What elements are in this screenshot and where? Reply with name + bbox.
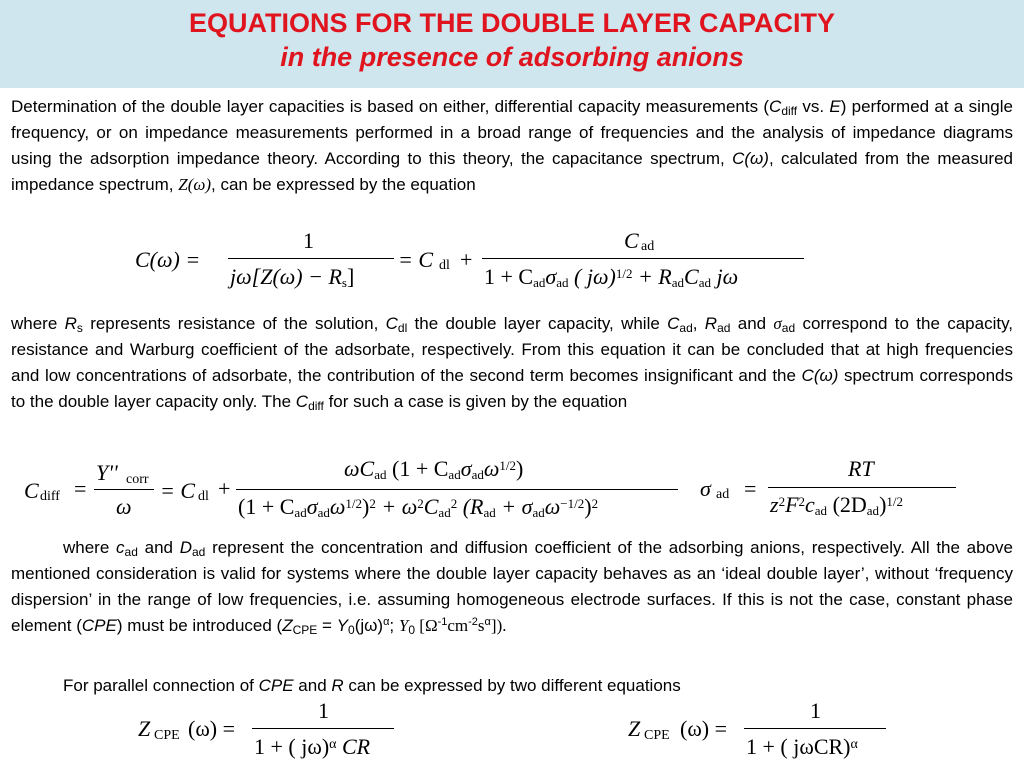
slide-subtitle: in the presence of adsorbing anions <box>280 42 744 72</box>
paragraph-parallel-connection: For parallel connection of CPE and R can be expressed by two different equations <box>63 676 681 695</box>
paragraph-intro: Determination of the double layer capacities is based on either, differential capacity measurements ($C_{diff}$ vs. E) performed at a single frequency, or on impedance measurements performed in a broad range of frequencies and the analysis of impedance diagrams using the adsorption impedance theory. According to this theory, the capacitance spectrum, C(ω), calculated from the measured impedance spectrum, Z(ω), can be expressed by the equation <box>11 97 1013 194</box>
paragraph-where-rs: where $R_s$ represents resistance of the solution, $C_{dl}$ the double layer capacity, while $C_{ad}$, $R_{ad}$ and $\sigma_{ad}$ correspond to the capacity, resistance and Warburg coefficient of the adsorbate, respectively. From this equation it can be concluded that at high frequencies and low concentrations of adsorbate, the contribution of the second term becomes insignificant and the C(ω) spectrum corresponds to the double layer capacity only. The $C_{diff}$ for such a case is given by the equation <box>11 314 1014 413</box>
title-banner <box>0 0 1024 88</box>
paragraph-where-cad: where $c_{ad}$ and $D_{ad}$ represent the concentration and diffusion coefficient of the adsorbing anions, respectively. All the above mentioned consideration is valid for systems where the double layer capacity behaves as an ‘ideal double layer’, without ‘frequency dispersion’ in the range of low frequencies, i.e. assuming homogeneous electrode surfaces. If this is not the case, constant phase element (CPE) must be introduced ($Z_{CPE} = Y_0(j\omega)^\alpha$; $Y_0$ $[\Omega^{-1}cm^{-2}s^\alpha]$). <box>11 538 1013 637</box>
slide-title: EQUATIONS FOR THE DOUBLE LAYER CAPACITY <box>188 8 836 38</box>
